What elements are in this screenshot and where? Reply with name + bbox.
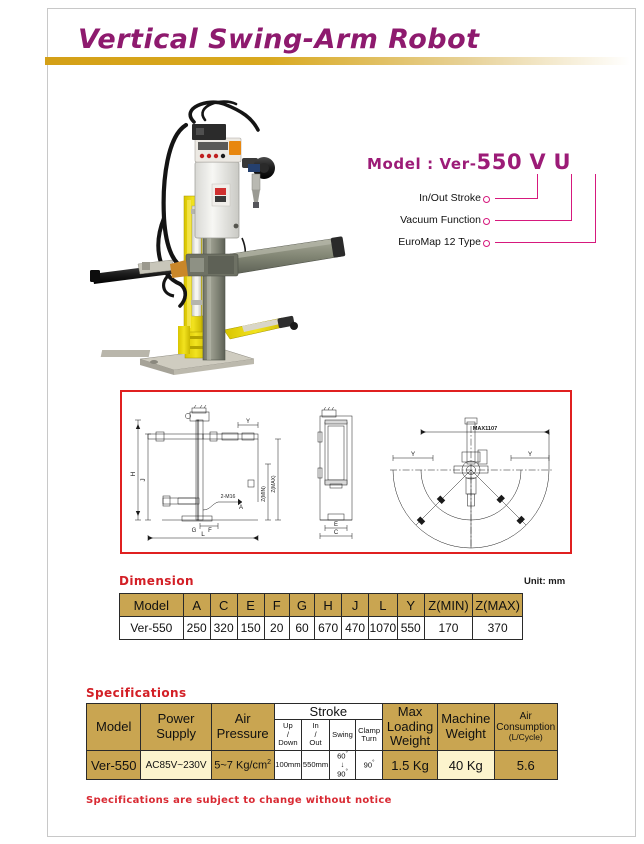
legend-row-euromap-type bbox=[355, 236, 495, 250]
spec-header-machine-weight-l1: Machine bbox=[441, 711, 491, 727]
spec-header-machine-weight bbox=[438, 704, 494, 751]
spec-header-clamp-turn-l2: Turn bbox=[361, 734, 377, 743]
spec-header-air-consumption-l1: Air bbox=[519, 711, 532, 723]
svg-text:MAX1107: MAX1107 bbox=[472, 426, 498, 432]
model-series: Ver- bbox=[439, 155, 477, 173]
dim-value-h: 670 bbox=[315, 617, 342, 640]
dim-header-g: G bbox=[289, 594, 314, 617]
spec-header-stroke-clamp-turn bbox=[356, 720, 383, 751]
spec-header-power-supply-l2: Supply bbox=[156, 726, 196, 741]
spec-header-stroke: Stroke bbox=[274, 704, 382, 720]
dim-value-y: 550 bbox=[397, 617, 424, 640]
svg-text:C: C bbox=[333, 530, 339, 536]
dim-header-f: F bbox=[264, 594, 289, 617]
spec-header-model: Model bbox=[87, 704, 141, 751]
svg-text:2-M16: 2-M16 bbox=[220, 494, 236, 500]
spec-value-stroke-in-out: 550mm bbox=[302, 751, 330, 780]
svg-text:Y: Y bbox=[527, 451, 533, 458]
technical-drawing-panel bbox=[120, 390, 572, 554]
dim-value-j: 470 bbox=[342, 617, 369, 640]
dim-header-l: L bbox=[369, 594, 398, 617]
legend-dot-euromap-type bbox=[483, 240, 490, 247]
legend-dot-in-out-stroke bbox=[483, 196, 490, 203]
spec-value-air-pressure bbox=[211, 751, 274, 780]
footer-disclaimer: Specifications are subject to change without notice bbox=[86, 795, 392, 806]
spec-clamp-turn-value: 90 bbox=[363, 760, 373, 770]
dim-value-f: 20 bbox=[264, 617, 289, 640]
page-frame-right bbox=[635, 8, 636, 836]
page-frame-bottom bbox=[47, 836, 636, 837]
dim-header-e: E bbox=[237, 594, 264, 617]
legend-label-in-out-stroke: In/Out Stroke bbox=[419, 192, 481, 204]
spec-header-power-supply-l1: Power bbox=[157, 711, 195, 727]
spec-header-air-consumption bbox=[494, 704, 557, 751]
page-header bbox=[48, 24, 608, 68]
spec-header-air-pressure-l2: Pressure bbox=[216, 726, 269, 741]
svg-text:Z(MAX): Z(MAX) bbox=[271, 475, 277, 493]
dim-value-a: 250 bbox=[183, 617, 210, 640]
title-underline-bar bbox=[45, 57, 630, 65]
legend-label-euromap-type: EuroMap 12 Type bbox=[398, 236, 481, 248]
model-code-v: V bbox=[529, 150, 547, 174]
dim-value-c: 320 bbox=[210, 617, 237, 640]
spec-header-stroke-up-down: Up / Down bbox=[274, 720, 302, 751]
spec-header-air-consumption-l2: Consumption bbox=[496, 722, 556, 734]
svg-text:Y: Y bbox=[245, 419, 251, 425]
spec-header-max-loading-weight bbox=[383, 704, 438, 751]
spec-header-row-1 bbox=[87, 704, 558, 720]
model-label: Model : bbox=[367, 155, 440, 173]
dim-header-h: H bbox=[315, 594, 342, 617]
page-frame-top bbox=[47, 8, 636, 9]
dim-value-l: 1070 bbox=[369, 617, 398, 640]
spec-header-max-loading-l1: Max bbox=[397, 704, 423, 720]
legend-row-vacuum-function bbox=[355, 214, 495, 228]
dimension-table bbox=[119, 593, 523, 640]
dim-header-a: A bbox=[183, 594, 210, 617]
spec-data-row bbox=[87, 751, 558, 780]
dim-value-e: 150 bbox=[237, 617, 264, 640]
leader-line-h2 bbox=[495, 220, 572, 221]
spec-header-air-consumption-l3: (L/Cycle) bbox=[508, 732, 543, 743]
model-size: 550 bbox=[476, 150, 523, 174]
model-code-u: U bbox=[553, 150, 572, 174]
dim-header-model: Model bbox=[120, 594, 184, 617]
dim-value-model: Ver-550 bbox=[120, 617, 184, 640]
spec-value-air-consumption: 5.6 bbox=[494, 751, 557, 780]
dim-header-z-min: Z(MIN) bbox=[424, 594, 473, 617]
dim-header-c: C bbox=[210, 594, 237, 617]
legend-dot-vacuum-function bbox=[483, 218, 490, 225]
dimension-table-row bbox=[120, 617, 523, 640]
svg-text:G: G bbox=[191, 528, 197, 534]
spec-header-air-pressure-l1: Air bbox=[234, 711, 251, 727]
dim-header-j: J bbox=[342, 594, 369, 617]
spec-header-stroke-in-out: In / Out bbox=[302, 720, 330, 751]
svg-text:J: J bbox=[140, 478, 147, 482]
svg-text:A: A bbox=[238, 505, 244, 511]
specifications-table bbox=[86, 703, 558, 780]
svg-text:H: H bbox=[130, 471, 137, 477]
spec-swing-max: 90 bbox=[337, 769, 346, 779]
leader-line-v3 bbox=[595, 174, 596, 243]
model-designation bbox=[355, 150, 635, 260]
svg-text:Z(MIN): Z(MIN) bbox=[261, 486, 267, 502]
spec-value-model: Ver-550 bbox=[87, 751, 141, 780]
svg-text:L: L bbox=[201, 531, 205, 538]
dimension-unit-note: Unit: mm bbox=[524, 576, 566, 587]
leader-line-v1 bbox=[537, 174, 538, 199]
model-code-line bbox=[367, 150, 571, 174]
product-photo bbox=[82, 78, 348, 378]
spec-value-machine-weight: 40 Kg bbox=[438, 751, 494, 780]
spec-value-air-pressure-text: 5~7 Kg/cm bbox=[214, 759, 268, 772]
spec-header-machine-weight-l2: Weight bbox=[445, 726, 486, 741]
spec-swing-min: 60 bbox=[337, 751, 346, 761]
spec-value-stroke-swing: 60° ↓ 90° bbox=[329, 751, 355, 780]
spec-value-stroke-up-down: 100mm bbox=[274, 751, 302, 780]
dimension-table-header-row bbox=[120, 594, 523, 617]
spec-header-max-loading-l2: Loading bbox=[386, 718, 434, 734]
spec-value-stroke-clamp-turn: 90° bbox=[356, 751, 383, 780]
spec-header-clamp-turn-l1: Clamp bbox=[358, 725, 381, 735]
svg-text:Y: Y bbox=[410, 451, 416, 458]
spec-value-air-pressure-exponent: 2 bbox=[267, 758, 272, 766]
spec-swing-divider: ↓ bbox=[340, 759, 345, 769]
dim-value-g: 60 bbox=[289, 617, 314, 640]
page-frame-left bbox=[47, 8, 48, 836]
leader-line-h1 bbox=[495, 198, 538, 199]
dim-header-z-max: Z(MAX) bbox=[473, 594, 523, 617]
specifications-caption: Specifications bbox=[86, 686, 187, 700]
dim-header-y: Y bbox=[397, 594, 424, 617]
spec-header-power-supply bbox=[141, 704, 211, 751]
legend-label-vacuum-function: Vacuum Function bbox=[400, 214, 481, 226]
dimension-caption: Dimension bbox=[119, 574, 194, 588]
leader-line-h3 bbox=[495, 242, 596, 243]
spec-value-power-supply: AC85V~230V bbox=[141, 751, 211, 780]
spec-header-max-loading-l3: Weight bbox=[389, 733, 431, 749]
spec-value-max-loading-weight: 1.5 Kg bbox=[383, 751, 438, 780]
dim-value-z-max: 370 bbox=[473, 617, 523, 640]
svg-text:F: F bbox=[208, 528, 212, 534]
leader-line-v2 bbox=[571, 174, 572, 221]
spec-header-air-pressure bbox=[211, 704, 274, 751]
page-title: Vertical Swing-Arm Robot bbox=[78, 24, 480, 55]
spec-header-stroke-swing: Swing bbox=[329, 720, 355, 751]
svg-text:E: E bbox=[333, 522, 339, 528]
legend-row-in-out-stroke bbox=[355, 192, 495, 206]
dim-value-z-min: 170 bbox=[424, 617, 473, 640]
